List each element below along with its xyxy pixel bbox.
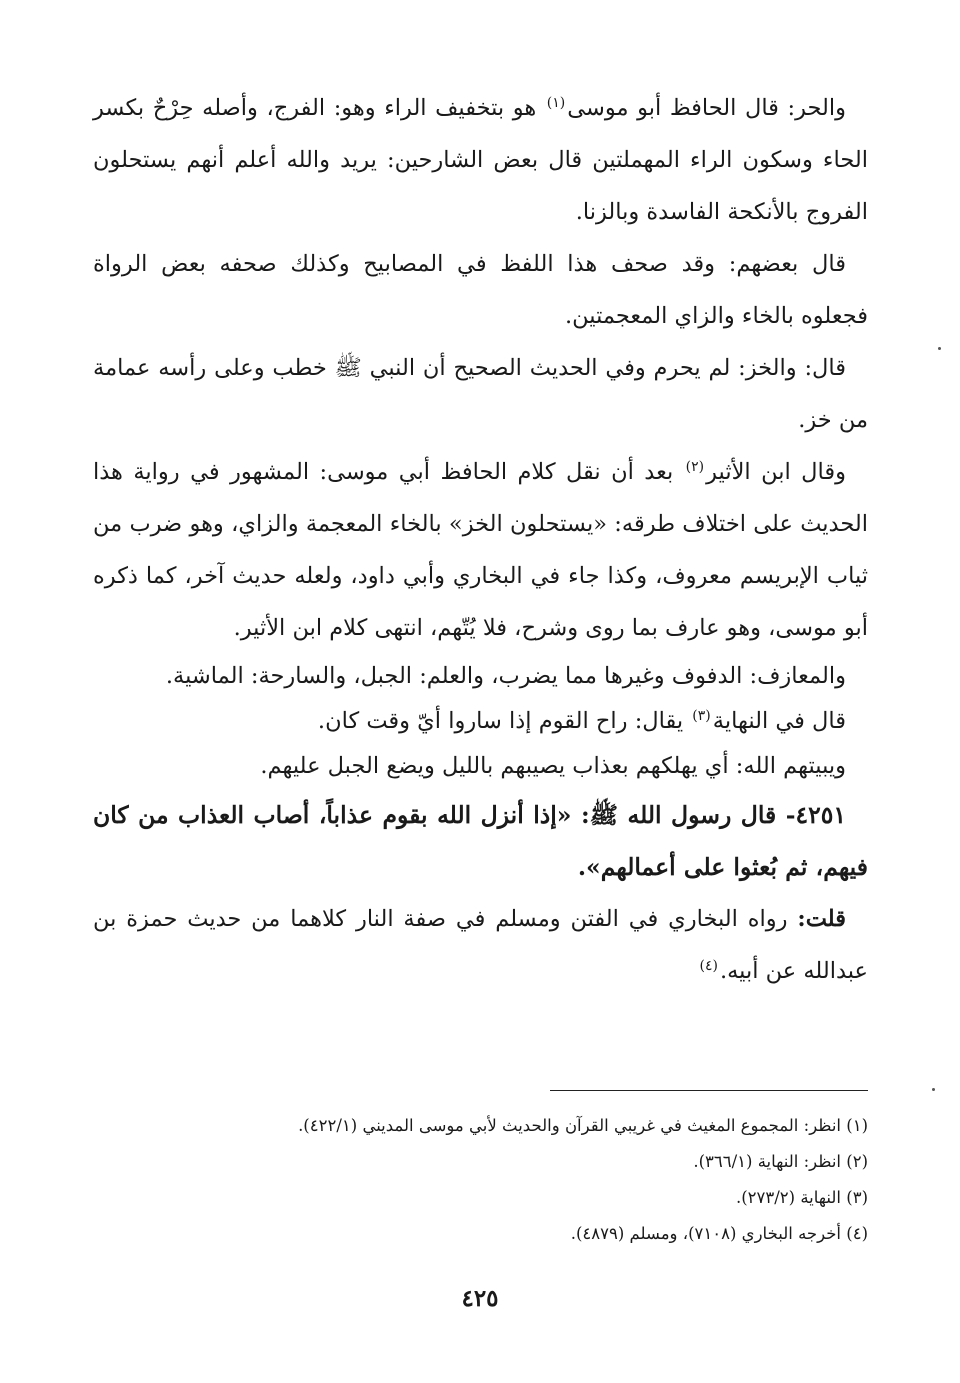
- paragraph-nihaya-rest: يقال: راح القوم إذا ساروا أيّ وقت كان.: [317, 708, 691, 734]
- paragraph-maazif-text: والمعازف: الدفوف وغيرها مما يضرب، والعلم: الجبل، والسارحة: الماشية.: [165, 663, 846, 689]
- paragraph-hur-rest: هو بتخفيف الراء وهو: الفرج، وأصله حِرْحٌ بكسر الحاء وسكون الراء المهملتين قال بعض الشارحين: يريد والله أعلم أنهم يستحلون الفروج بالأنكحة الفاسدة وبالزنا.: [93, 95, 868, 225]
- paragraph-yubayyituhum-text: ويبيتهم الله: أي يهلكهم بعذاب يصيبهم بالليل ويضع الجبل عليهم.: [260, 753, 846, 779]
- paragraph-ibn-athir-start: وقال ابن الأثير: [706, 459, 846, 485]
- paragraph-ibn-athir-rest: بعد أن نقل كلام الحافظ أبي موسى: المشهور في رواية هذا الحديث على اختلاف طرقه: «يستحلون الخز» بالخاء المعجمة والزاي، وهو ضرب من ثياب الإبريسم معروف، وكذا جاء في البخاري وأبي داود، ولعله حديث آخر، كما ذكره أبو موسى، وهو عارف بما روى وشرح، فلا يُتّهم، انتهى كلام ابن الأثير.: [93, 459, 868, 641]
- paragraph-khaz: [93, 342, 868, 446]
- footnote-ref-1: (١): [546, 94, 566, 111]
- paragraph-tashif: [93, 238, 868, 342]
- footnote-2: (٢) انظر: النهاية (٣٦٦/١).: [693, 1152, 868, 1171]
- comment-label: قلت:: [797, 906, 846, 932]
- hadith-intro: - قال رسول الله ﷺ:: [571, 801, 796, 829]
- scan-speck: [932, 1088, 935, 1091]
- page-number: ٤٢٥: [461, 1285, 499, 1312]
- paragraph-tashif-text: قال بعضهم: وقد صحف هذا اللفظ في المصابيح وكذلك صحفه بعض الرواة فجعلوه بالخاء والزاي المعجمتين.: [93, 251, 868, 329]
- footnote-3: (٣) النهاية (٢٧٣/٢).: [735, 1188, 868, 1207]
- paragraph-nihaya-start: قال في النهاية: [712, 708, 846, 734]
- paragraph-nihaya: [93, 699, 868, 744]
- paragraph-khaz-text: قال: والخز: لم يحرم وفي الحديث الصحيح أن النبي ﷺ خطب وعلى رأسه عمامة من خز.: [93, 355, 868, 433]
- footnote-4: (٤) أخرجه البخاري (٧١٠٨)، ومسلم (٤٨٧٩).: [570, 1224, 868, 1243]
- paragraph-comment: [93, 893, 868, 997]
- footnote-1: (١) انظر: المجموع المغيث في غريبي القرآن والحديث لأبي موسى المديني (٤٢٢/١).: [298, 1116, 868, 1135]
- footnotes: [93, 1108, 868, 1252]
- paragraph-hur-start: والحر: قال الحافظ أبو موسى: [567, 95, 846, 121]
- scan-speck: [938, 347, 941, 350]
- comment-text: رواه البخاري في الفتن ومسلم في صفة النار كلاهما من حديث حمزة بن عبدالله عن أبيه.: [93, 906, 868, 984]
- hadith-entry: [93, 789, 868, 893]
- paragraph-maazif: [93, 654, 868, 699]
- hadith-number: ٤٢٥١: [795, 801, 846, 829]
- footnote-ref-3: (٣): [692, 707, 711, 724]
- footnote-ref-4: (٤): [699, 957, 718, 974]
- paragraph-ibn-athir: [93, 446, 868, 654]
- paragraph-hur: [93, 82, 868, 238]
- footnote-ref-2: (٢): [685, 458, 705, 475]
- hadith-text: «إذا أنزل الله بقوم عذاباً، أصاب العذاب من كان فيهم، ثم بُعثوا على أعمالهم».: [93, 801, 868, 881]
- footnote-divider: [550, 1090, 868, 1091]
- main-text: [93, 82, 868, 997]
- paragraph-yubayyituhum: [93, 744, 868, 789]
